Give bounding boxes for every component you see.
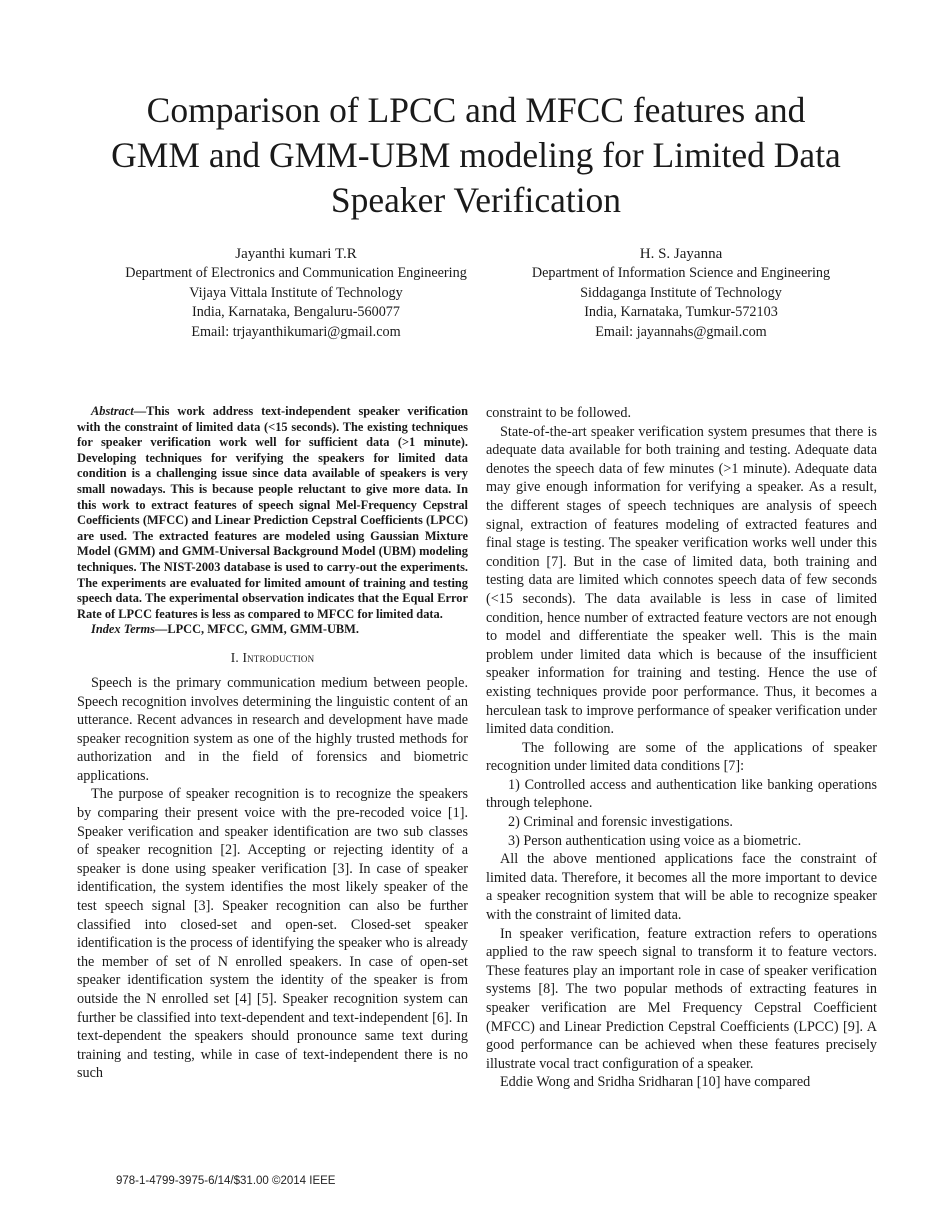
paragraph: All the above mentioned applications face the constraint of limited data. Therefore, it becomes all the more important to device a speaker recognition system that will be able to recognize speaker with the constraint of limited data. (486, 851, 877, 924)
paragraph: The purpose of speaker recognition is to recognize the speakers by comparing their present voice with the pre-recoded voice [1]. Speaker verification and speaker identification are two sub classes of speaker recognition [2]. Accepting or rejecting identity of a speaker is done using speaker verification [3]. In case of speaker identification, the system identifies the most likely speaker of the test speech signal [3]. Speaker recognition can also be further classified into closed-set and open-set. Closed-set speaker identification is the process of identifying the speaker who is already the member of set of N enrolled speakers. In case of open-set speaker identification system the identity of the speaker is from outside the N enrolled set [4] [5]. Speaker recognition system can further be classified into text-dependent and text-independent [6]. In text-dependent the speakers should pronounce same text during training and testing, while in case of text-independent there is no such (77, 786, 468, 1082)
title-line-3: Speaker Verification (330, 180, 622, 220)
paragraph: State-of-the-art speaker verification system presumes that there is adequate data available for both training and testing. Adequate data denotes the speech data of few minutes (>1 minute). Adequate data may give enough information for verifying a speaker. As a result, the different stages of speech techniques are analysis of speech signal, extraction of features modeling of extracted features and final stage is testing. The speaker verification works well under this condition [7]. But in the case of limited data, both training and testing data are limited which connotes speech data of few seconds (<15 seconds). The data available is less in case of limited condition, hence number of extracted feature vectors are not enough to model and differentiate the speaker well. This is the main problem under limited data which is because of the insufficient speaker information for training and testing. Hence the use of existing techniques provide poor performance. Thus, it becomes a herculean task to improve performance of speaker verification under limited data condition. (486, 423, 877, 738)
copyright-footer: 978-1-4799-3975-6/14/$31.00 ©2014 IEEE (116, 1175, 336, 1187)
author-block-1 (100, 244, 492, 342)
left-column (77, 404, 468, 1083)
author-location: India, Karnataka, Tumkur-572103 (584, 304, 778, 321)
author-name: Jayanthi kumari T.R (235, 246, 357, 262)
abstract (77, 404, 468, 622)
abstract-lead: Abstract (91, 404, 134, 418)
section-heading-introduction: I. Introduction (230, 649, 315, 665)
paragraph-continued: constraint to be followed. (486, 405, 631, 421)
paragraph: In speaker verification, feature extraction refers to operations applied to the raw speech signal to transform it to feature vectors. These features play an important role in case of speaker verification systems [8]. The two popular methods of extracting features in speaker verification are Mel Frequency Cepstral Coefficient (MFCC) and Linear Prediction Cepstral Coefficients (LPCC) [9]. A good performance can be achieved when these features precisely illustrate vocal tract configuration of a speaker. (486, 925, 877, 1072)
author-institute: Siddaganga Institute of Technology (580, 284, 782, 301)
paragraph: The following are some of the applications of speaker recognition under limited data conditions [7]: (486, 739, 877, 775)
index-terms-text: —LPCC, MFCC, GMM, GMM-UBM. (154, 622, 359, 637)
author-email: Email: jayannahs@gmail.com (595, 323, 767, 340)
index-terms (77, 622, 468, 638)
paragraph: Eddie Wong and Sridha Sridharan [10] have compared (500, 1074, 811, 1091)
author-block-2 (505, 244, 857, 342)
list-item: 1) Controlled access and authentication like banking operations through telephone. (486, 776, 877, 812)
index-terms-lead: Index Terms (91, 622, 155, 637)
title-line-1: Comparison of LPCC and MFCC features and (146, 90, 806, 130)
author-institute: Vijaya Vittala Institute of Technology (189, 284, 403, 301)
title-line-2: GMM and GMM-UBM modeling for Limited Data (111, 135, 841, 175)
author-email: Email: trjayanthikumari@gmail.com (191, 323, 401, 340)
list-item: 2) Criminal and forensic investigations. (508, 814, 733, 831)
abstract-text: —This work address text-independent speaker verification with the constraint of limited data (<15 seconds). The existing techniques for speaker verification work well for sufficient data (>1 minute). Developing techniques for verifying the speakers for limited data condition is a challenging issue since data available of speakers is very small nowadays. This is because people reluctant to give more data. In this work to extract features of speech signal Mel-Frequency Cepstral Coefficients (MFCC) and Linear Prediction Cepstral Coefficients (LPCC) are used. The extracted features are modeled using Gaussian Mixture Model (GMM) and GMM-Universal Background Model (UBM) modeling techniques. The NIST-2003 database is used to carry-out the experiments. The experiments are evaluated for limited amount of training and testing speech data. The experimental observation indicates that the Equal Error Rate of LPCC features is less as compared to MFCC for limited data. (77, 404, 468, 621)
author-location: India, Karnataka, Bengaluru-560077 (191, 304, 400, 321)
author-name: H. S. Jayanna (639, 246, 723, 262)
paragraph: Speech is the primary communication medium between people. Speech recognition involves determining the linguistic content of an utterance. Recent advances in research and development have made speaker recognition system as one of the highly trusted methods for authorization and in the field of forensics and biometric applications. (77, 674, 468, 784)
author-department: Department of Information Science and Engineering (531, 265, 831, 281)
author-department: Department of Electronics and Communication Engineering (125, 265, 467, 281)
right-column (486, 404, 877, 1092)
paper-title (40, 88, 912, 223)
list-item: 3) Person authentication using voice as a biometric. (508, 832, 802, 849)
